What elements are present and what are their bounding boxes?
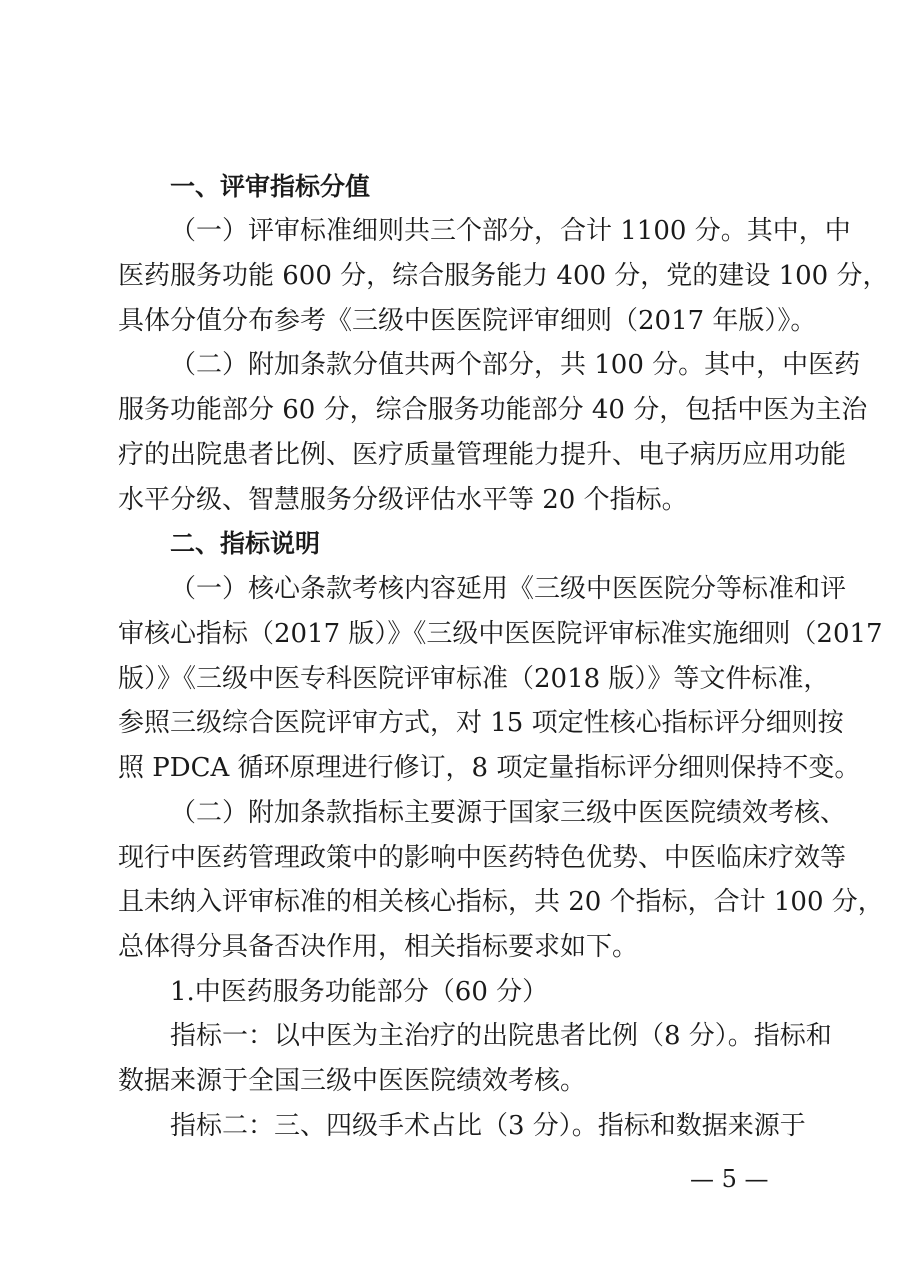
paragraph-line: 现行中医药管理政策中的影响中医药特色优势、中医临床疗效等: [118, 843, 847, 873]
paragraph-line: （二）附加条款指标主要源于国家三级中医医院绩效考核、: [170, 798, 847, 828]
paragraph-line: 具体分值分布参考《三级中医医院评审细则（2017 年版）》。: [118, 306, 817, 336]
paragraph-line: 服务功能部分 60 分，综合服务功能部分 40 分，包括中医为主治: [118, 395, 868, 425]
paragraph-line: 总体得分具备否决作用，相关指标要求如下。: [118, 932, 639, 962]
paragraph-line: 审核心指标（2017 版）》《三级中医医院评审标准实施细则（2017: [118, 619, 883, 649]
paragraph-line: 版）》《三级中医专科医院评审标准（2018 版）》等文件标准，: [118, 664, 830, 694]
section-heading-scoring: 一、评审指标分值: [170, 172, 371, 201]
paragraph-line: 照 PDCA 循环原理进行修订，8 项定量指标评分细则保持不变。: [118, 753, 861, 783]
paragraph-line: 疗的出院患者比例、医疗质量管理能力提升、电子病历应用功能: [118, 440, 847, 470]
subsection-title: 1.中医药服务功能部分（60 分）: [170, 977, 549, 1007]
paragraph-line: （一）评审标准细则共三个部分，合计 1100 分。其中，中: [170, 216, 851, 246]
indicator-line: 数据来源于全国三级中医医院绩效考核。: [118, 1066, 587, 1096]
paragraph-line: 医药服务功能 600 分，综合服务能力 400 分，党的建设 100 分，: [118, 261, 889, 291]
paragraph-line: 参照三级综合医院评审方式，对 15 项定性核心指标评分细则按: [118, 708, 844, 738]
paragraph-line: （二）附加条款分值共两个部分，共 100 分。其中，中医药: [170, 350, 861, 380]
paragraph-line: 水平分级、智慧服务分级评估水平等 20 个指标。: [118, 485, 688, 515]
indicator-line: 指标一：以中医为主治疗的出院患者比例（8 分）。指标和: [170, 1021, 832, 1051]
paragraph-line: 且未纳入评审标准的相关核心指标，共 20 个指标，合计 100 分，: [118, 887, 884, 917]
section-heading-explanation: 二、指标说明: [170, 529, 321, 558]
indicator-line: 指标二：三、四级手术占比（3 分）。指标和数据来源于: [170, 1111, 806, 1141]
paragraph-line: （一）核心条款考核内容延用《三级中医医院分等标准和评: [170, 574, 847, 604]
page-number: — 5 —: [690, 1165, 769, 1193]
